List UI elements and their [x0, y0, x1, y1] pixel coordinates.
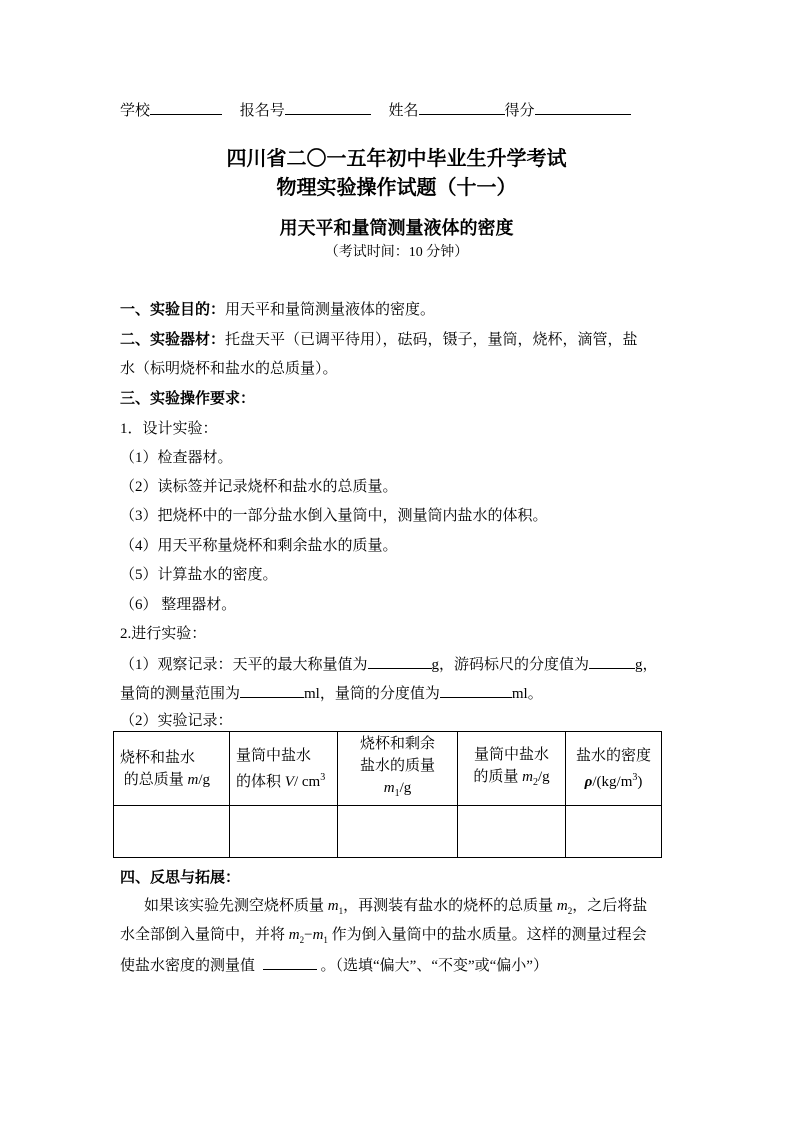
cell-remaining-mass[interactable]	[338, 806, 458, 858]
name-label: 姓名	[388, 103, 419, 119]
obs-text: g，	[635, 657, 658, 673]
cell-density[interactable]	[566, 806, 662, 858]
step: （5）计算盐水的密度。	[120, 567, 278, 583]
cell-cylinder-mass[interactable]	[458, 806, 566, 858]
design-label: 1．设计实验：	[120, 421, 218, 437]
subtitle: 用天平和量筒测量液体的密度	[279, 218, 514, 238]
s1-text: 用天平和量筒测量液体的密度。	[225, 302, 436, 318]
obs-text: （1）观察记录：天平的最大称量值为	[120, 657, 368, 673]
col-density: 盐水的密度 $\rho/(kg/m^3)$	[566, 732, 662, 806]
table-header-row	[114, 732, 662, 806]
section-3	[120, 389, 255, 409]
section-2	[120, 330, 638, 350]
record-label: （2）实验记录：	[120, 713, 233, 729]
header-fields	[120, 99, 631, 121]
section-4	[120, 868, 240, 888]
s4-head: 四、反思与拓展：	[120, 870, 241, 886]
step: （3）把烧杯中的一部分盐水倒入量筒中，测量筒内盐水的体积。	[120, 508, 548, 524]
step: （4）用天平称量烧杯和剩余盐水的质量。	[120, 538, 398, 554]
s2-text2: 水（标明烧杯和盐水的总质量）。	[120, 361, 338, 377]
do-label: 2.进行实验：	[120, 626, 207, 642]
col-cylinder-mass: 量筒中盐水 的质量 $m_2/g$	[458, 732, 566, 806]
density-answer-blank[interactable]	[263, 954, 317, 970]
step: （2）读标签并记录烧杯和盐水的总质量。	[120, 479, 398, 495]
record-table	[113, 731, 662, 858]
obs-text: g，游码标尺的分度值为	[431, 657, 590, 673]
obs-text: 量筒的测量范围为	[120, 686, 241, 702]
score-label: 得分	[504, 103, 535, 119]
score-blank[interactable]	[535, 99, 631, 115]
s2-head: 二、实验器材：	[120, 332, 226, 348]
exam-time: （考试时间：10 分钟）	[324, 245, 469, 260]
school-label: 学校	[120, 103, 151, 119]
cell-total-mass[interactable]	[114, 806, 230, 858]
max-capacity-blank[interactable]	[368, 653, 432, 669]
observe-line1	[120, 653, 658, 675]
cell-volume[interactable]	[230, 806, 338, 858]
scale-division-blank[interactable]	[589, 653, 635, 669]
range-blank[interactable]	[240, 682, 304, 698]
reg-blank[interactable]	[285, 99, 371, 115]
s1-head: 一、实验目的：	[120, 302, 226, 318]
table-row	[114, 806, 662, 858]
reg-label: 报名号	[239, 103, 285, 119]
name-blank[interactable]	[419, 99, 505, 115]
section-1	[120, 300, 435, 320]
s2-text: 托盘天平（已调平待用），砝码，镊子，量筒，烧杯，滴管，盐	[225, 332, 638, 348]
s3-head: 三、实验操作要求：	[120, 391, 256, 407]
title-line2: 物理实验操作试题（十一）	[276, 177, 517, 199]
step: （1）检查器材。	[120, 450, 233, 466]
col-volume: 量筒中盐水 的体积 V/ $cm^3$	[230, 732, 338, 806]
col-remaining-mass: 烧杯和剩余 盐水的质量 $m_1/g$	[338, 732, 458, 806]
school-blank[interactable]	[150, 99, 222, 115]
obs-text: ml，量筒的分度值为	[304, 686, 440, 702]
reflect-line3: 使盐水密度的测量值 。（选填“偏大”、“不变”或“偏小”）	[120, 954, 548, 976]
reflect-line2: 水全部倒入量筒中，并将 $m_2-m_1$ 作为倒入量筒中的盐水质量。这样的测量过程会	[120, 927, 647, 945]
col-total-mass: 烧杯和盐水 的总质量 m/g	[114, 732, 230, 806]
cylinder-division-blank[interactable]	[440, 682, 512, 698]
reflect-line1: 如果该实验先测空烧杯质量 $m_1$，再测装有盐水的烧杯的总质量 $m_2$，之后将盐	[144, 898, 648, 916]
observe-line2	[120, 682, 543, 704]
title-line1: 四川省二〇一五年初中毕业生升学考试	[226, 148, 567, 170]
step: （6） 整理器材。	[120, 597, 237, 613]
obs-text: ml。	[511, 686, 543, 702]
